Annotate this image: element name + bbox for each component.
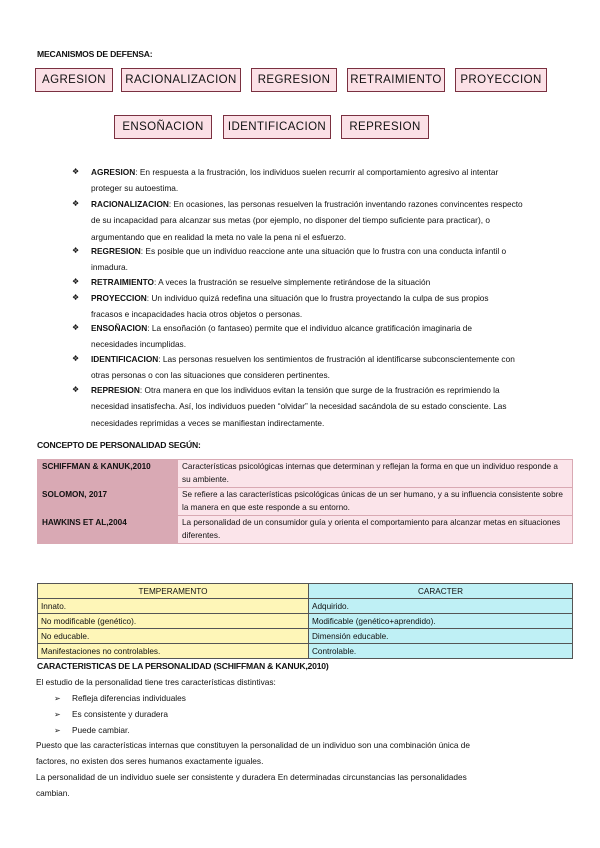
line: argumentando que en realidad la meta no vale la pena ni el esfuerzo. [91,231,347,242]
line: A veces la frustración se resuelve simplemente retirándose de la situación [158,277,431,287]
box-represion: REPRESION [341,115,429,139]
list-item [73,196,583,245]
table-header-row [38,584,573,599]
item-text: Refleja diferencias individuales [72,693,186,703]
box-retraimiento: RETRAIMIENTO [347,68,445,92]
diamond-bullet-icon: ❖ [72,277,80,286]
author-cell: SOLOMON, 2017 [38,488,178,516]
temperament-cell: No educable. [38,629,309,644]
definition-cell: Características psicológicas internas que determinan y reflejan la forma en que un individuo responde a su ambiente. [178,460,573,488]
line: En respuesta a la frustración, los individuos suelen recurrir al comportamiento agresivo al intentar [139,167,499,177]
diamond-bullet-icon: ❖ [72,323,80,332]
diamond-bullet-icon: ❖ [72,293,80,302]
term: PROYECCION [91,293,147,303]
line: Otra manera en que los individuos evitan la tensión que surge de la frustración es reprimiendo la [144,385,500,395]
box-identificacion: IDENTIFICACION [223,115,331,139]
table-row [38,460,573,488]
line: La personalidad de un individuo suele ser consistente y duradera En determinadas circunstancias las personalidades [36,772,467,782]
sep: : [139,385,145,395]
sep: : [158,354,163,364]
table-row [38,599,573,614]
list-item [73,351,583,384]
term: IDENTIFICACION [91,354,159,364]
line: otras personas o con las situaciones que consideren pertinentes. [91,370,330,381]
temperament-cell: Manifestaciones no controlables. [38,644,309,659]
table-row [38,516,573,544]
line: necesidades reprimidas a veces se manifiestan indirectamente. [91,417,325,428]
line: necesidades incumplidas. [91,339,187,350]
paragraph [36,769,576,802]
item-text: Es consistente y duradera [72,709,168,719]
line: En ocasiones, las personas resuelven la frustración inventando razones convincentes respecto [173,199,523,209]
term: RETRAIMIENTO [91,277,154,287]
diamond-bullet-icon: ❖ [72,199,80,208]
author-cell: HAWKINS ET AL,2004 [38,516,178,544]
list-item [73,274,583,290]
term: RACIONALIZACION [91,199,169,209]
line: inmadura. [91,262,128,273]
table-row [38,488,573,516]
item-text: Puede cambiar. [72,725,130,735]
list-item [73,382,583,431]
personality-title: CONCEPTO DE PERSONALIDAD SEGÚN: [37,440,201,450]
sep: : [135,167,140,177]
list-item [73,243,583,276]
box-regresion: REGRESION [251,68,337,92]
definition-cell: Se refiere a las características psicológicas únicas de un ser humano, y a su influencia consistente sobre la manera en que este responde a su entorno. [178,488,573,516]
temperament-cell: Innato. [38,599,309,614]
definition-cell: La personalidad de un consumidor guía y orienta el comportamiento para alcanzar metas en situaciones diferentes. [178,516,573,544]
box-ensonacion: ENSOÑACION [114,115,212,139]
line: Un individuo quizá redefina una situación que lo frustra proyectando la culpa de sus propios [151,293,489,303]
arrow-bullet-icon: ➢ [54,726,61,735]
mechanisms-title: MECANISMOS DE DEFENSA: [37,49,153,59]
term: AGRESION [91,167,136,177]
character-cell: Dimensión educable. [309,629,573,644]
diamond-bullet-icon: ❖ [72,385,80,394]
author-cell: SCHIFFMAN & KANUK,2010 [38,460,178,488]
sep: : [146,293,152,303]
box-agresion: AGRESION [35,68,113,92]
line: de su incapacidad para alcanzar sus metas (por ejemplo, no disponer del tiempo suficiente para practicar), o [91,215,490,226]
list-item [73,290,583,323]
diamond-bullet-icon: ❖ [72,167,80,176]
term: REGRESION [91,246,141,256]
paragraph [36,737,576,770]
header-caracter: CARACTER [309,584,573,599]
characteristics-intro: El estudio de la personalidad tiene tres características distintivas: [36,677,276,687]
sep: : [168,199,174,209]
character-cell: Modificable (genético+aprendido). [309,614,573,629]
box-racionalizacion: RACIONALIZACION [121,68,241,92]
list-item [54,706,168,723]
temperament-table [37,583,573,659]
character-cell: Controlable. [309,644,573,659]
temperament-cell: No modificable (genético). [38,614,309,629]
table-row [38,644,573,659]
term: ENSOÑACION [91,323,148,333]
personality-table [37,459,573,544]
diamond-bullet-icon: ❖ [72,354,80,363]
list-item [73,320,583,353]
list-item [73,164,583,197]
arrow-bullet-icon: ➢ [54,694,61,703]
line: cambian. [36,788,70,799]
characteristics-title: CARACTERISTICAS DE LA PERSONALIDAD (SCHIFFMAN & KANUK,2010) [37,661,329,671]
line: fracasos e incapacidades hacia otros objetos o personas. [91,309,303,320]
line: La ensoñación (o fantaseo) permite que el individuo alcance gratificación imaginaria de [151,323,472,333]
list-item [54,690,186,707]
term: REPRESION [91,385,140,395]
table-row [38,629,573,644]
line: necesidad insatisfecha. Así, los individuos pueden “olvidar” la necesidad sacándola de su estado consciente. Las [91,401,507,412]
line: Es posible que un individuo reaccione ante una situación que lo frustra con una conducta infantil o [145,246,507,256]
diamond-bullet-icon: ❖ [72,246,80,255]
sep: : [140,246,146,256]
arrow-bullet-icon: ➢ [54,710,61,719]
line: Las personas resuelven los sentimientos de frustración al identificarse subconscientemente con [162,354,515,364]
line: factores, no existen dos seres humanos exactamente iguales. [36,756,264,767]
line: proteger su autoestima. [91,183,179,194]
header-temperamento: TEMPERAMENTO [38,584,309,599]
sep: : [147,323,152,333]
box-proyeccion: PROYECCION [455,68,547,92]
sep: : [154,277,159,287]
character-cell: Adquirido. [309,599,573,614]
line: Puesto que las características internas que constituyen la personalidad de un individuo son una combinación única de [36,740,471,750]
table-row [38,614,573,629]
